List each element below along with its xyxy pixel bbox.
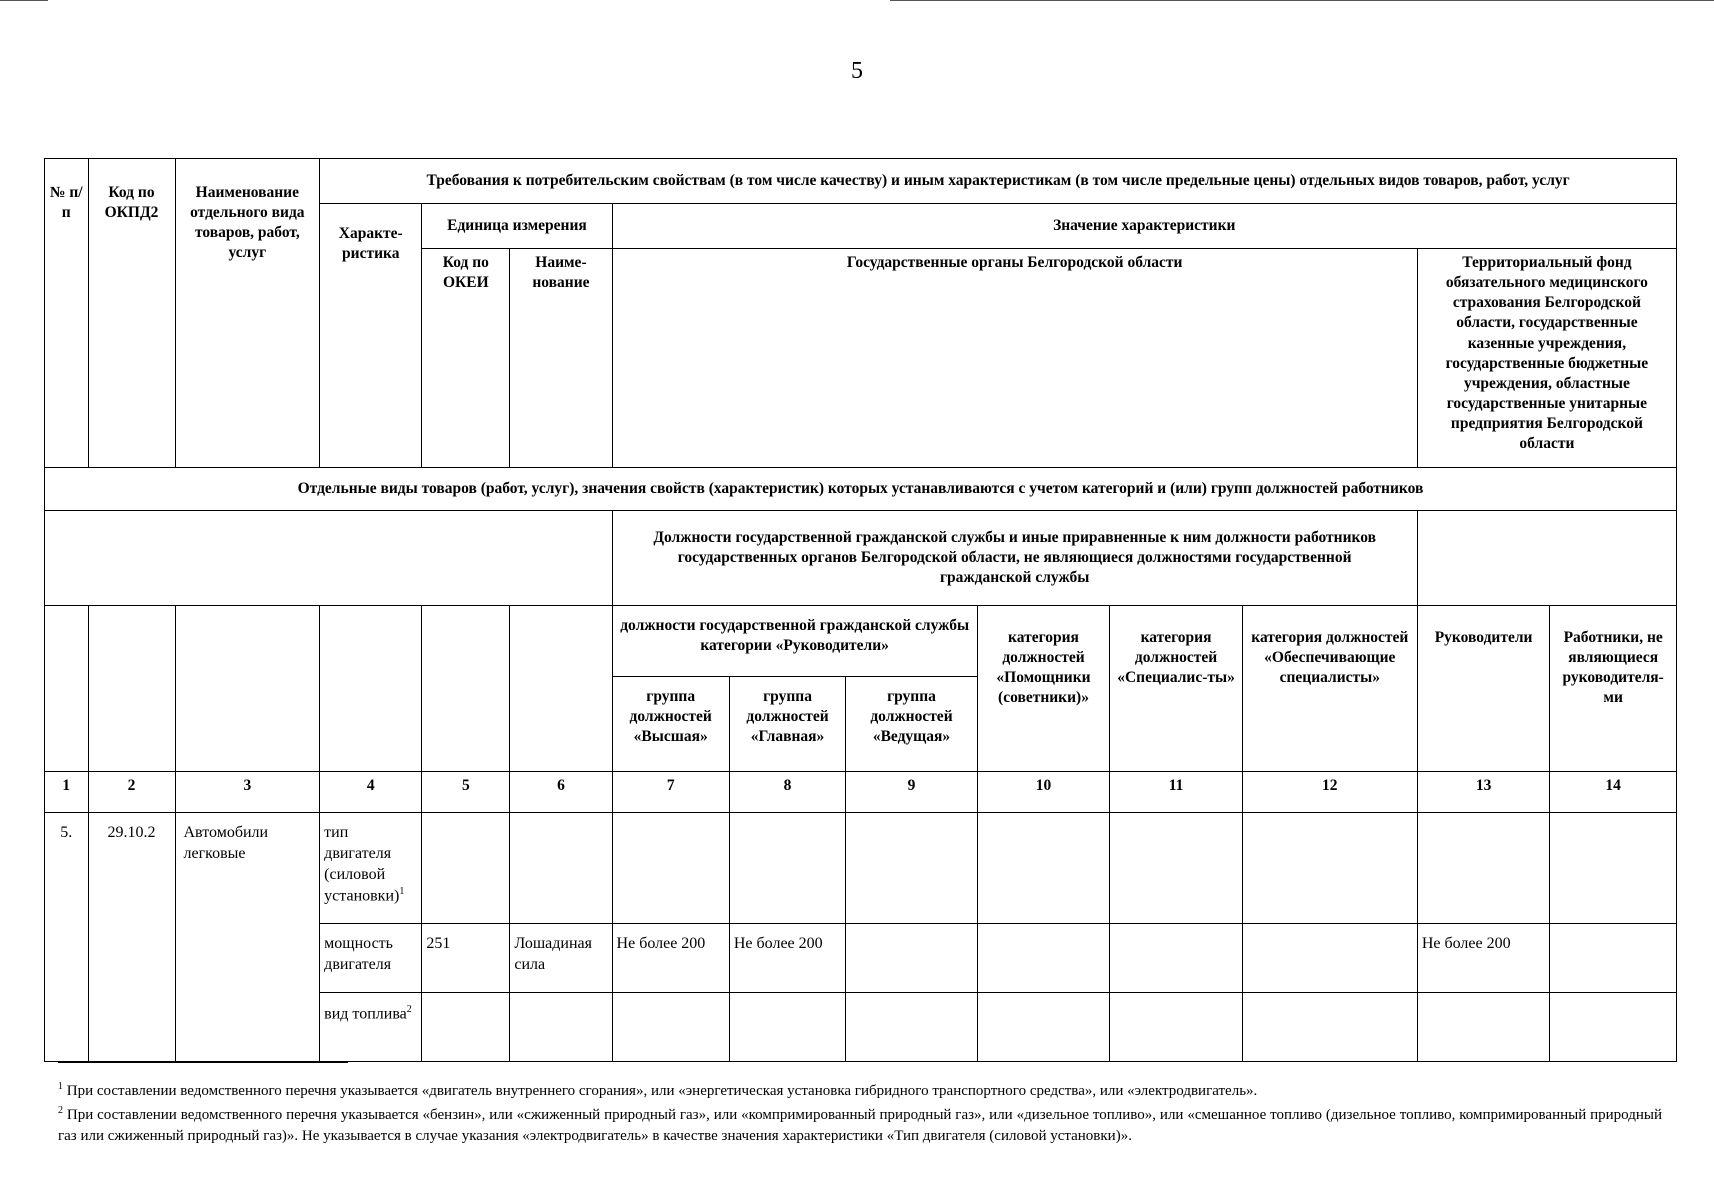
fuel-assistants: [977, 993, 1110, 1062]
footnote-2-mark: 2: [58, 1105, 63, 1117]
footnote-2-text: При составлении ведомственного перечня указывается «бензин», или «сжиженный природный газ», или «компримированный природный газ», или «дизельное топливо», или «смешанное топливо (дизельное топливо, компримированный природный газ или сжиженный природный газ)». Не указывается в случае указания «электродвигатель» в качестве значения характеристики «Тип двигателя (силовой установки)».: [58, 1107, 1663, 1144]
power-managers: Не более 200: [1417, 924, 1550, 993]
positions-blank-cell: [45, 511, 613, 606]
header-gov-bodies: Государственные органы Белгородской области: [612, 249, 1417, 468]
category-managers: Руководители: [1417, 606, 1550, 772]
header-item-name: Наименование отдельного вида товаров, работ, услуг: [175, 159, 320, 468]
row-okpd: 29.10.2: [88, 813, 175, 1062]
power-highest: Не более 200: [612, 924, 729, 993]
engine-type-label: тип двигателя (силовой установки): [324, 824, 400, 905]
header-num: № п/п: [45, 159, 89, 468]
power-supporting: [1242, 924, 1417, 993]
group-leading: группа должностей «Ведущая»: [846, 677, 978, 772]
engine-type-highest: [612, 813, 729, 924]
column-number: 7: [612, 772, 729, 813]
column-number: 14: [1550, 772, 1677, 813]
footnote-1: [58, 1080, 1662, 1101]
row-item-name: Автомобили легковые: [175, 813, 320, 1062]
category-non-managers: Работники, не являющиеся руководителя-ми: [1550, 606, 1677, 772]
positions-title-text: Должности государственной гражданской службы и иные приравненные к ним должности работников государственных органов Белгородской области, не являющиеся должностями государственной гражданской службы: [653, 528, 1376, 587]
fuel-non-managers: [1550, 993, 1677, 1062]
column-number: 5: [422, 772, 510, 813]
power-main: Не более 200: [729, 924, 845, 993]
fuel-highest: [612, 993, 729, 1062]
column-number: 13: [1417, 772, 1550, 813]
power-unit: Лошадиная сила: [510, 924, 612, 993]
positions-blank-cell-right: [1417, 511, 1676, 606]
engine-type-unit: [510, 813, 612, 924]
blank-cell-1: [45, 606, 89, 772]
positions-title: [612, 511, 1417, 606]
blank-cell-6: [510, 606, 612, 772]
requirements-table: [44, 158, 1677, 1062]
header-unit: Единица измерения: [422, 204, 612, 249]
header-okpd: Код по ОКПД2: [88, 159, 175, 468]
blank-cell-5: [422, 606, 510, 772]
column-number: 9: [846, 772, 978, 813]
power-non-managers: [1550, 924, 1677, 993]
fuel-cell: [320, 993, 422, 1062]
scan-edge-line-right: [890, 0, 1714, 1]
category-specialists: категория должностей «Специалис-ты»: [1110, 606, 1243, 772]
power-assistants: [977, 924, 1110, 993]
header-unit-name: Наиме-нование: [510, 249, 612, 468]
group-main: группа должностей «Главная»: [729, 677, 845, 772]
engine-type-okei: [422, 813, 510, 924]
fuel-label: вид топлива: [324, 1005, 407, 1023]
column-number: 3: [175, 772, 320, 813]
section-title: Отдельные виды товаров (работ, услуг), значения свойств (характеристик) которых устанавливаются с учетом категорий и (или) групп должностей работников: [45, 468, 1677, 511]
fuel-main: [729, 993, 845, 1062]
footnote-ref-1: 1: [399, 886, 405, 898]
fuel-managers: [1417, 993, 1550, 1062]
group-highest: группа должностей «Высшая»: [612, 677, 729, 772]
engine-type-leading: [846, 813, 978, 924]
blank-cell-2: [88, 606, 175, 772]
footnote-1-mark: 1: [58, 1081, 63, 1092]
page-number: 5: [851, 58, 863, 84]
footnote-ref-2: 2: [406, 1004, 412, 1015]
header-characteristic: Характе-ристика: [320, 204, 422, 468]
row-num: 5.: [45, 813, 89, 1062]
power-label: мощность двигателя: [320, 924, 422, 993]
category-leaders-group: должности государственной гражданской службы категории «Руководители»: [612, 606, 977, 677]
engine-type-supporting: [1242, 813, 1417, 924]
header-territorial-fund: Территориальный фонд обязательного медицинского страхования Белгородской области, государственные казенные учреждения, государственные бюджетные учреждения, областные государственные унитарные предприятия Белгородской области: [1417, 249, 1676, 468]
blank-cell-4: [320, 606, 422, 772]
column-number: 2: [88, 772, 175, 813]
footnote-1-text: При составлении ведомственного перечня указывается «двигатель внутреннего сгорания», или «энергетическая установка гибридного транспортного средства», или «электродвигатель».: [66, 1083, 1258, 1099]
header-requirements: Требования к потребительским свойствам (в том числе качеству) и иным характеристикам (в том числе предельные цены) отдельных видов товаров, работ, услуг: [320, 159, 1677, 204]
engine-type-assistants: [977, 813, 1110, 924]
footnotes: [58, 1080, 1662, 1149]
fuel-supporting: [1242, 993, 1417, 1062]
blank-cell-3: [175, 606, 320, 772]
category-supporting: категория должностей «Обеспечивающие специалисты»: [1242, 606, 1417, 772]
header-value: Значение характеристики: [612, 204, 1676, 249]
footnote-2: [58, 1104, 1662, 1146]
fuel-specialists: [1110, 993, 1243, 1062]
column-number: 12: [1242, 772, 1417, 813]
fuel-okei: [422, 993, 510, 1062]
engine-type-cell: [320, 813, 422, 924]
fuel-unit: [510, 993, 612, 1062]
power-specialists: [1110, 924, 1243, 993]
power-leading: [846, 924, 978, 993]
category-assistants: категория должностей «Помощники (советники)»: [977, 606, 1110, 772]
engine-type-specialists: [1110, 813, 1243, 924]
header-okei: Код по ОКЕИ: [422, 249, 510, 468]
engine-type-non-managers: [1550, 813, 1677, 924]
column-number: 10: [977, 772, 1110, 813]
power-okei: 251: [422, 924, 510, 993]
engine-type-main: [729, 813, 845, 924]
column-number: 8: [729, 772, 845, 813]
column-number: 4: [320, 772, 422, 813]
column-number: 11: [1110, 772, 1243, 813]
footnote-divider: [58, 1062, 348, 1063]
scan-edge-line-left: [0, 0, 48, 1]
engine-type-managers: [1417, 813, 1550, 924]
column-number: 6: [510, 772, 612, 813]
fuel-leading: [846, 993, 978, 1062]
column-number: 1: [45, 772, 89, 813]
